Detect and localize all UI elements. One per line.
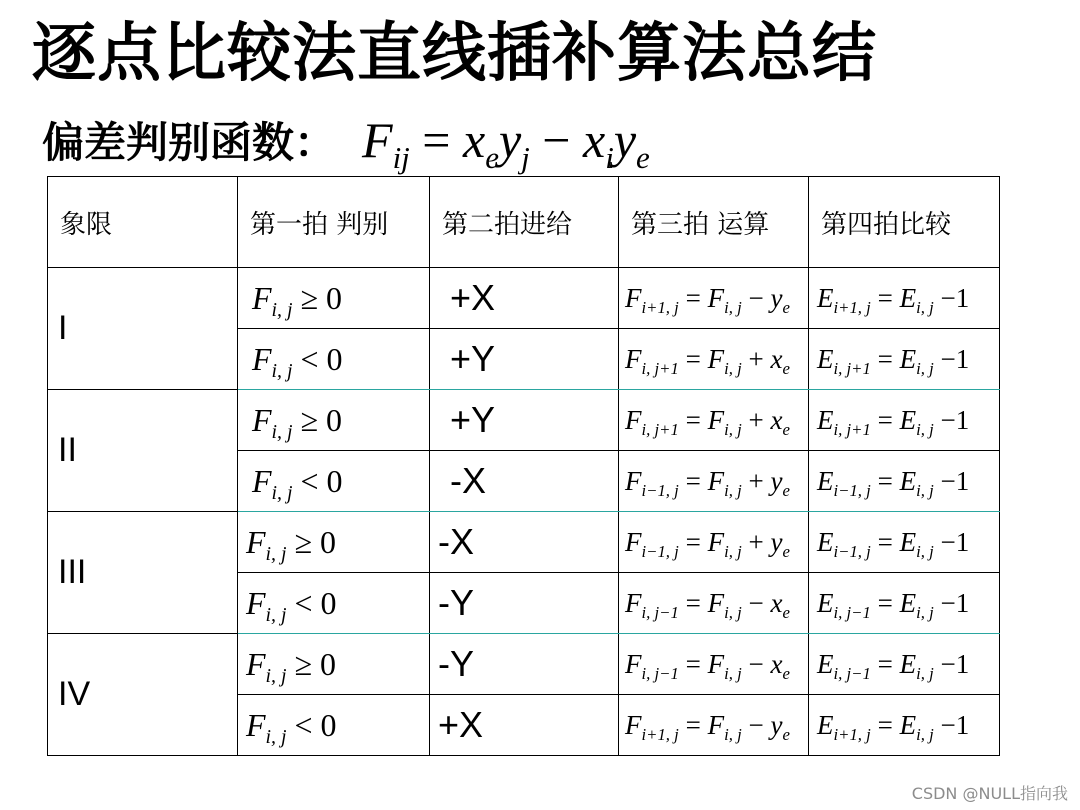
- calc-cell: $F_{i, j+1} = F_{i, j} + x_e$: [619, 390, 809, 451]
- calc-cell: $F_{i-1, j} = F_{i, j} + y_e$: [619, 512, 809, 573]
- feed-cell: +Y: [430, 390, 619, 451]
- quadrant-cell: II: [48, 390, 238, 512]
- interpolation-table: [47, 176, 1000, 756]
- page-title: 逐点比较法直线插补算法总结: [32, 17, 877, 91]
- subtitle-label: 偏差判别函数：: [42, 118, 337, 167]
- condition-cell: $F_{i, j} < 0$: [238, 329, 430, 390]
- deviation-formula: $F_{ij} = x_ey_j - x_iy_e$: [362, 112, 650, 175]
- subtitle: [42, 110, 650, 175]
- condition-cell: $F_{i, j} \ge 0$: [238, 268, 430, 329]
- compare-cell: $E_{i, j+1} = E_{i, j} -1$: [809, 329, 1000, 390]
- header-cell: 第三拍 运算: [619, 177, 809, 268]
- table-row: [48, 512, 1000, 573]
- feed-cell: +X: [430, 695, 619, 756]
- table-header-row: [48, 177, 1000, 268]
- header-cell: 第四拍比较: [809, 177, 1000, 268]
- feed-cell: -X: [430, 512, 619, 573]
- feed-cell: +Y: [430, 329, 619, 390]
- calc-cell: $F_{i, j-1} = F_{i, j} - x_e$: [619, 573, 809, 634]
- calc-cell: $F_{i, j-1} = F_{i, j} - x_e$: [619, 634, 809, 695]
- header-cell: 第二拍进给: [430, 177, 619, 268]
- table-row: [48, 268, 1000, 329]
- compare-cell: $E_{i, j-1} = E_{i, j} -1$: [809, 634, 1000, 695]
- calc-cell: $F_{i+1, j} = F_{i, j} - y_e$: [619, 695, 809, 756]
- condition-cell: $F_{i, j} < 0$: [238, 573, 430, 634]
- feed-cell: -Y: [430, 634, 619, 695]
- calc-cell: $F_{i+1, j} = F_{i, j} - y_e$: [619, 268, 809, 329]
- condition-cell: $F_{i, j} < 0$: [238, 451, 430, 512]
- condition-cell: $F_{i, j} \ge 0$: [238, 512, 430, 573]
- condition-cell: $F_{i, j} < 0$: [238, 695, 430, 756]
- compare-cell: $E_{i-1, j} = E_{i, j} -1$: [809, 451, 1000, 512]
- condition-cell: $F_{i, j} \ge 0$: [238, 390, 430, 451]
- quadrant-cell: III: [48, 512, 238, 634]
- compare-cell: $E_{i+1, j} = E_{i, j} -1$: [809, 695, 1000, 756]
- table-row: [48, 390, 1000, 451]
- feed-cell: +X: [430, 268, 619, 329]
- header-cell: 第一拍 判别: [238, 177, 430, 268]
- compare-cell: $E_{i-1, j} = E_{i, j} -1$: [809, 512, 1000, 573]
- calc-cell: $F_{i, j+1} = F_{i, j} + x_e$: [619, 329, 809, 390]
- compare-cell: $E_{i, j+1} = E_{i, j} -1$: [809, 390, 1000, 451]
- calc-cell: $F_{i-1, j} = F_{i, j} + y_e$: [619, 451, 809, 512]
- compare-cell: $E_{i, j-1} = E_{i, j} -1$: [809, 573, 1000, 634]
- header-cell: 象限: [48, 177, 238, 268]
- compare-cell: $E_{i+1, j} = E_{i, j} -1$: [809, 268, 1000, 329]
- table-row: [48, 634, 1000, 695]
- condition-cell: $F_{i, j} \ge 0$: [238, 634, 430, 695]
- quadrant-cell: IV: [48, 634, 238, 756]
- quadrant-cell: I: [48, 268, 238, 390]
- feed-cell: -Y: [430, 573, 619, 634]
- watermark: CSDN @NULL指向我: [911, 784, 1068, 803]
- feed-cell: -X: [430, 451, 619, 512]
